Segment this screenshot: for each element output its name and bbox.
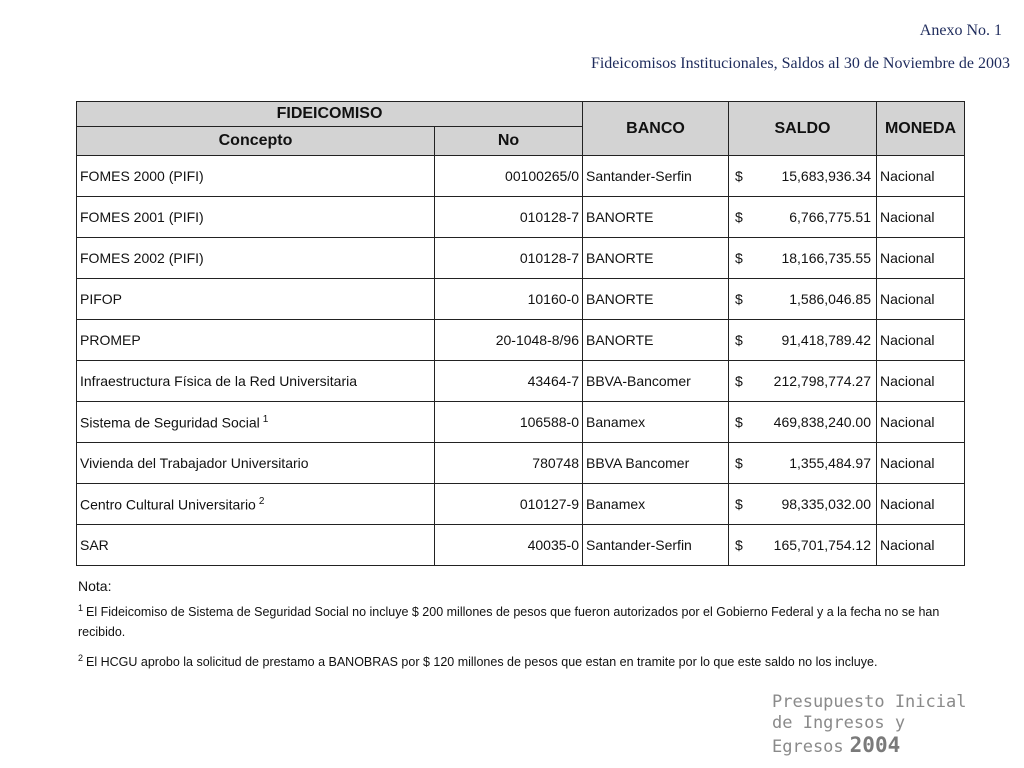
cell-banco: BBVA Bancomer — [583, 443, 729, 484]
concepto-text: PROMEP — [80, 332, 141, 348]
currency-symbol: $ — [735, 373, 743, 389]
header-no: No — [435, 127, 583, 156]
saldo-amount: 15,683,936.34 — [781, 168, 871, 184]
cell-saldo — [729, 156, 877, 197]
cell-moneda: Nacional — [877, 361, 965, 402]
note-2-text: El HCGU aprobo la solicitud de prestamo a BANOBRAS por $ 120 millones de pesos que estan en tramite por lo que este saldo no los incluye. — [86, 655, 878, 670]
cell-banco: BBVA-Bancomer — [583, 361, 729, 402]
cell-saldo — [729, 197, 877, 238]
cell-banco: Santander-Serfin — [583, 525, 729, 566]
cell-banco: Banamex — [583, 402, 729, 443]
saldo-amount: 18,166,735.55 — [781, 250, 871, 266]
saldo-amount: 91,418,789.42 — [781, 332, 871, 348]
currency-symbol: $ — [735, 209, 743, 225]
cell-concepto — [77, 279, 435, 320]
table-row — [77, 443, 965, 484]
header-concepto: Concepto — [77, 127, 435, 156]
concepto-text: Sistema de Seguridad Social — [80, 414, 260, 431]
saldo-amount: 1,355,484.97 — [789, 455, 871, 471]
cell-saldo — [729, 279, 877, 320]
currency-symbol: $ — [735, 250, 743, 266]
table-row — [77, 361, 965, 402]
cell-saldo — [729, 361, 877, 402]
cell-no: 010128-7 — [435, 197, 583, 238]
currency-symbol: $ — [735, 332, 743, 348]
concepto-text: PIFOP — [80, 291, 123, 307]
note-1-text: El Fideicomiso de Sistema de Seguridad Social no incluye $ 200 millones de pesos que fueron autorizados por el Gobierno Federal y a la fecha no se han recibido. — [78, 605, 940, 640]
currency-symbol: $ — [735, 496, 743, 512]
cell-saldo — [729, 238, 877, 279]
cell-no: 106588-0 — [435, 402, 583, 443]
saldo-amount: 98,335,032.00 — [781, 496, 871, 512]
cell-no: 20-1048-8/96 — [435, 320, 583, 361]
cell-banco: Banamex — [583, 484, 729, 525]
cell-no: 780748 — [435, 443, 583, 484]
note-1 — [78, 598, 968, 642]
cell-concepto — [77, 238, 435, 279]
page-subtitle: Fideicomisos Institucionales, Saldos al 30 de Noviembre de 2003 — [590, 55, 1010, 72]
cell-banco: Santander-Serfin — [583, 156, 729, 197]
cell-concepto — [77, 156, 435, 197]
cell-banco: BANORTE — [583, 197, 729, 238]
footnote-ref: 2 — [258, 495, 265, 507]
concepto-text: Infraestructura Física de la Red Universitaria — [80, 373, 357, 389]
note-1-number: 1 — [78, 603, 84, 613]
cell-concepto — [77, 484, 435, 525]
cell-moneda: Nacional — [877, 156, 965, 197]
concepto-text: Centro Cultural Universitario — [80, 496, 256, 513]
cell-no: 00100265/0 — [435, 156, 583, 197]
cell-concepto — [77, 443, 435, 484]
saldo-amount: 212,798,774.27 — [773, 373, 871, 389]
concepto-text: FOMES 2000 (PIFI) — [80, 168, 204, 184]
cell-saldo — [729, 484, 877, 525]
cell-saldo — [729, 402, 877, 443]
cell-no: 010128-7 — [435, 238, 583, 279]
cell-concepto — [77, 320, 435, 361]
table-row — [77, 156, 965, 197]
table-row — [77, 238, 965, 279]
concepto-text: SAR — [80, 537, 109, 553]
table-row — [77, 197, 965, 238]
footnote-ref: 1 — [262, 413, 269, 425]
cell-concepto — [77, 197, 435, 238]
currency-symbol: $ — [735, 455, 743, 471]
cell-moneda: Nacional — [877, 279, 965, 320]
cell-banco: BANORTE — [583, 238, 729, 279]
concepto-text: FOMES 2002 (PIFI) — [80, 250, 204, 266]
footer-logo — [772, 692, 1002, 758]
notes-label: Nota: — [78, 578, 112, 594]
note-2-number: 2 — [78, 653, 84, 664]
cell-moneda: Nacional — [877, 320, 965, 361]
table-row — [77, 484, 965, 525]
cell-concepto — [77, 525, 435, 566]
header-saldo: SALDO — [729, 102, 877, 156]
footer-line-2 — [772, 712, 1002, 758]
annex-number: Anexo No. 1 — [919, 22, 1002, 39]
cell-saldo — [729, 525, 877, 566]
cell-moneda: Nacional — [877, 525, 965, 566]
cell-banco: BANORTE — [583, 320, 729, 361]
footer-line-1: Presupuesto Inicial — [772, 692, 967, 712]
header-fideicomiso: FIDEICOMISO — [77, 102, 583, 127]
cell-saldo — [729, 320, 877, 361]
cell-concepto — [77, 402, 435, 443]
table-row — [77, 525, 965, 566]
header-moneda: MONEDA — [877, 102, 965, 156]
footer-year: 2004 — [849, 733, 901, 757]
saldo-amount: 6,766,775.51 — [789, 209, 871, 225]
concepto-text: FOMES 2001 (PIFI) — [80, 209, 204, 225]
footer-line-2-text: de Ingresos y Egresos — [772, 713, 906, 757]
cell-saldo — [729, 443, 877, 484]
cell-moneda: Nacional — [877, 402, 965, 443]
trusts-table — [76, 101, 965, 566]
currency-symbol: $ — [735, 168, 743, 184]
saldo-amount: 469,838,240.00 — [773, 414, 871, 430]
concepto-text: Vivienda del Trabajador Universitario — [80, 455, 309, 471]
notes-section — [78, 576, 968, 678]
cell-no: 40035-0 — [435, 525, 583, 566]
currency-symbol: $ — [735, 291, 743, 307]
cell-concepto — [77, 361, 435, 402]
table-row — [77, 320, 965, 361]
currency-symbol: $ — [735, 414, 743, 430]
cell-moneda: Nacional — [877, 197, 965, 238]
cell-no: 43464-7 — [435, 361, 583, 402]
cell-no: 10160-0 — [435, 279, 583, 320]
table-row — [77, 402, 965, 443]
cell-moneda: Nacional — [877, 484, 965, 525]
saldo-amount: 165,701,754.12 — [773, 537, 871, 553]
saldo-amount: 1,586,046.85 — [789, 291, 871, 307]
table-row — [77, 279, 965, 320]
table-body — [77, 156, 965, 566]
cell-no: 010127-9 — [435, 484, 583, 525]
header-banco: BANCO — [583, 102, 729, 156]
cell-moneda: Nacional — [877, 443, 965, 484]
cell-banco: BANORTE — [583, 279, 729, 320]
note-2 — [78, 648, 968, 672]
currency-symbol: $ — [735, 537, 743, 553]
cell-moneda: Nacional — [877, 238, 965, 279]
